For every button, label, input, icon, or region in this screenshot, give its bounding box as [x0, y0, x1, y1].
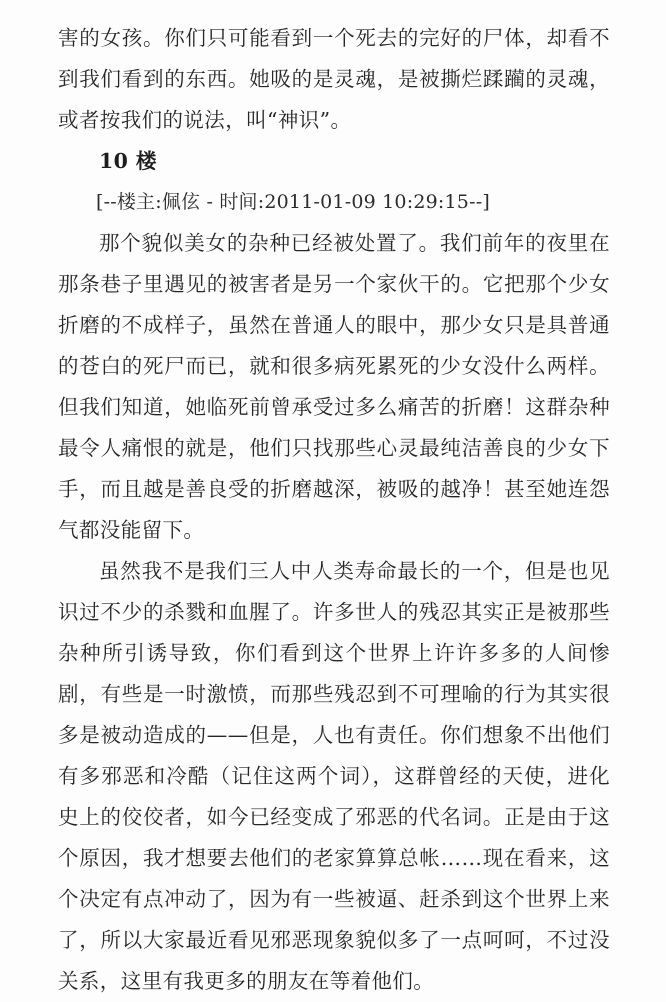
post-floor-heading: 10 楼	[99, 149, 157, 173]
text-column	[58, 18, 610, 1002]
post-paragraph: 那个貌似美女的杂种已经被处置了。我们前年的夜里在那条巷子里遇见的被害者是另一个家伙干的。它把那个少女折磨的不成样子，虽然在普通人的眼中，那少女只是具普通的苍白的死尸而已，就和很多病死累死的少女没什么两样。但我们知道，她临死前曾承受过多么痛苦的折磨！这群杂种最令人痛恨的就是，他们只找那些心灵最纯洁善良的少女下手，而且越是善良受的折磨越深，被吸的越净！甚至她连怨气都没能留下。	[58, 231, 610, 542]
post-paragraph: 虽然我不是我们三人中人类寿命最长的一个，但是也见识过不少的杀戮和血腥了。许多世人的残忍其实正是被那些杂种所引诱导致，你们看到这个世界上许许多多的人间惨剧，有些是一时激愤，而那些残忍到不可理喻的行为其实很多是被动造成的——但是，人也有责任。你们想象不出他们有多邪恶和冷酷（记住这两个词），这群曾经的天使，进化史上的佼佼者，如今已经变成了邪恶的代名词。正是由于这个原因，我才想要去他们的老家算算总帐……现在看来，这个决定有点冲动了，因为有一些被逼、赶杀到这个世界上来了，所以大家最近看见邪恶现象貌似多了一点呵呵，不过没关系，这里有我更多的朋友在等着他们。	[58, 559, 610, 993]
continuation-paragraph: 害的女孩。你们只可能看到一个死去的完好的尸体，却看不到我们看到的东西。她吸的是灵魂，是被撕烂蹂躏的灵魂，或者按我们的说法，叫“神识”。	[58, 26, 610, 132]
post-metadata-line: [--楼主:佩伭 - 时间:2011-01-09 10:29:15--]	[96, 191, 490, 213]
